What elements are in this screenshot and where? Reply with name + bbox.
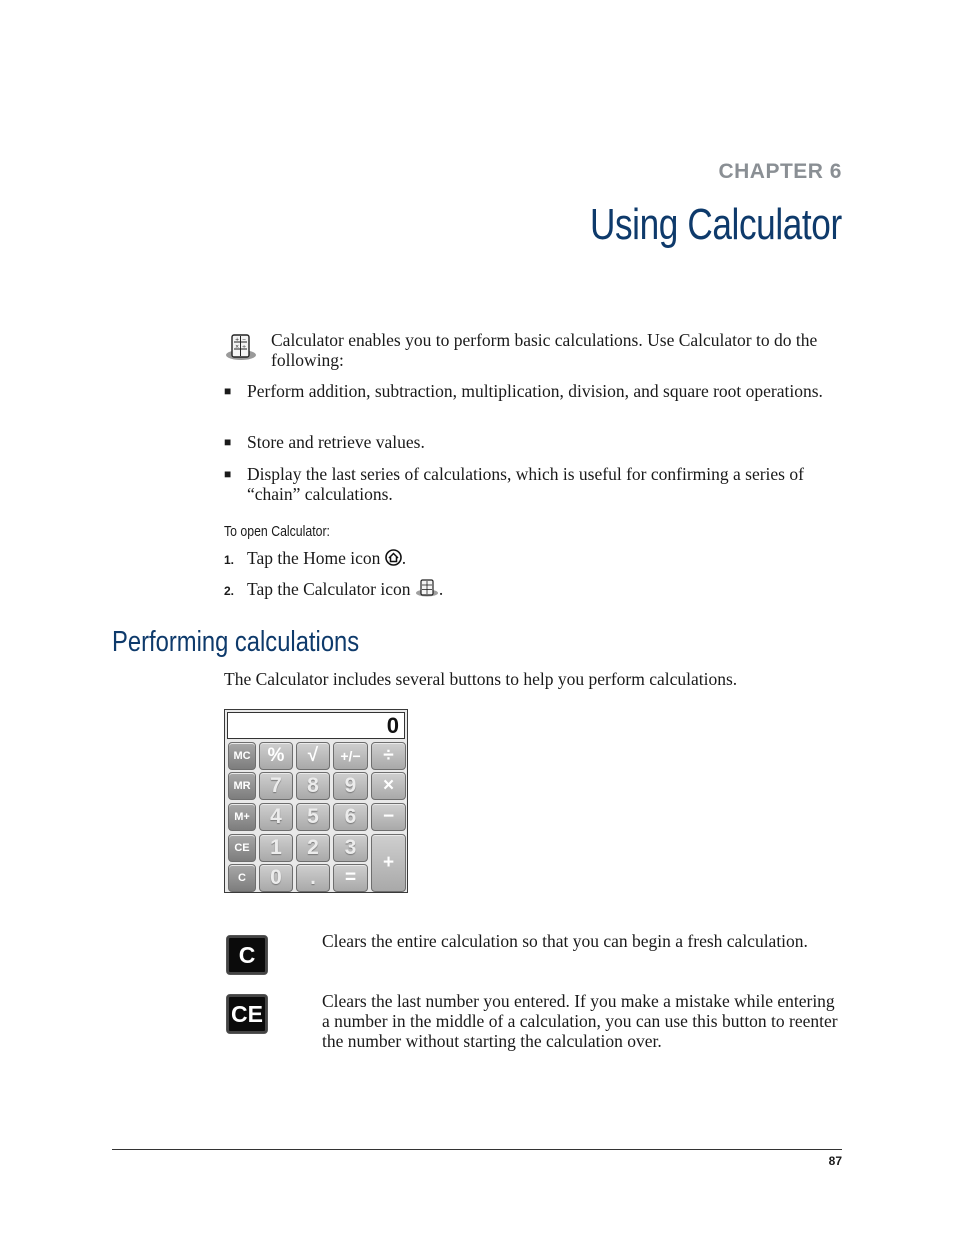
plus-key[interactable]: + xyxy=(371,834,406,892)
bullet-marker: ■ xyxy=(224,435,232,449)
calculator-app-icon xyxy=(224,333,258,361)
footer-rule xyxy=(112,1149,842,1150)
calculator-screenshot xyxy=(224,709,408,893)
m-plus-key[interactable]: M+ xyxy=(228,803,256,831)
percent-key[interactable]: % xyxy=(259,742,293,770)
step-end: . xyxy=(401,548,407,568)
plus-minus-key[interactable]: +/− xyxy=(333,742,368,770)
step-number: 1. xyxy=(224,553,235,567)
step-end: . xyxy=(438,579,444,599)
ce-key[interactable]: CE xyxy=(228,834,256,862)
step-number: 2. xyxy=(224,584,235,598)
chapter-label: CHAPTER 6 xyxy=(718,160,842,183)
equals-key[interactable]: = xyxy=(333,864,368,892)
svg-text:−: − xyxy=(242,337,247,343)
step-item xyxy=(247,579,443,601)
eight-key[interactable]: 8 xyxy=(296,772,330,800)
two-key[interactable]: 2 xyxy=(296,834,330,862)
home-icon xyxy=(385,549,402,570)
section-paragraph: The Calculator includes several buttons to help you perform calculations. xyxy=(224,669,738,689)
bullet-item: Display the last series of calculations, which is useful for confirming a series of “chain” calculations. xyxy=(247,464,804,504)
decimal-key[interactable]: . xyxy=(296,864,330,892)
display-value: 0 xyxy=(386,713,399,738)
c-button-description: Clears the entire calculation so that you can begin a fresh calculation. xyxy=(322,931,808,951)
bullet-marker: ■ xyxy=(224,384,232,398)
four-key[interactable]: 4 xyxy=(259,803,293,831)
svg-text:÷: ÷ xyxy=(242,344,247,350)
mc-key[interactable]: MC xyxy=(228,742,256,770)
section-title: Performing calculations xyxy=(112,626,360,658)
step-item xyxy=(247,548,406,570)
intro-paragraph: Calculator enables you to perform basic calculations. Use Calculator to do the following: xyxy=(271,330,818,370)
svg-text:×: × xyxy=(235,344,240,350)
three-key[interactable]: 3 xyxy=(333,834,368,862)
step-text: Tap the Home icon xyxy=(247,548,381,568)
bullet-item: Perform addition, subtraction, multiplication, division, and square root operations. xyxy=(247,381,823,401)
procedure-heading: To open Calculator: xyxy=(224,523,330,540)
sqrt-key[interactable]: √ xyxy=(296,742,330,770)
c-key[interactable]: C xyxy=(228,864,256,892)
chapter-title: Using Calculator xyxy=(590,200,842,249)
c-button-sample: C xyxy=(226,935,268,975)
bullet-item: Store and retrieve values. xyxy=(247,432,425,452)
seven-key[interactable]: 7 xyxy=(259,772,293,800)
page-number: 87 xyxy=(828,1154,842,1168)
step-text: Tap the Calculator icon xyxy=(247,579,411,599)
svg-text:+: + xyxy=(235,337,240,343)
minus-key[interactable]: − xyxy=(371,803,406,831)
divide-key[interactable]: ÷ xyxy=(371,742,406,770)
zero-key[interactable]: 0 xyxy=(259,864,293,892)
multiply-key[interactable]: × xyxy=(371,772,406,800)
ce-button-sample: CE xyxy=(226,994,268,1034)
six-key[interactable]: 6 xyxy=(333,803,368,831)
nine-key[interactable]: 9 xyxy=(333,772,368,800)
calculator-icon xyxy=(415,579,439,601)
calculator-display xyxy=(227,712,405,739)
one-key[interactable]: 1 xyxy=(259,834,293,862)
ce-button-description: Clears the last number you entered. If you make a mistake while entering a number in the middle of a calculation, you can use this button to reenter the number without starting the calculation over. xyxy=(322,991,838,1051)
bullet-marker: ■ xyxy=(224,467,232,481)
mr-key[interactable]: MR xyxy=(228,772,256,800)
five-key[interactable]: 5 xyxy=(296,803,330,831)
